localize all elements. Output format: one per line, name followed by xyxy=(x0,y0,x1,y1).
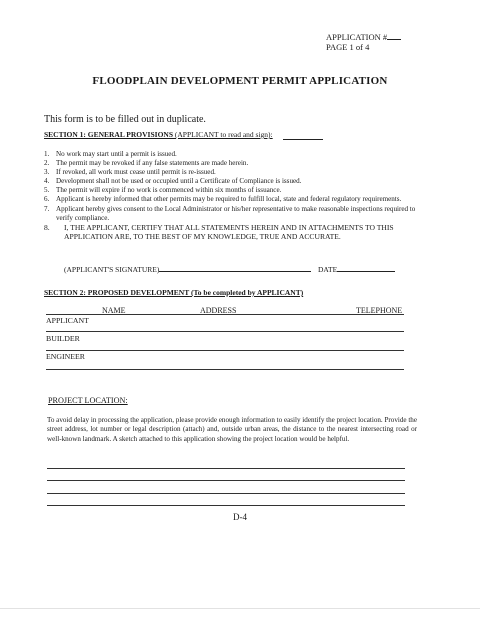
provision-item xyxy=(44,150,424,159)
project-location-line[interactable] xyxy=(47,480,405,481)
row-label-builder: BUILDER xyxy=(46,334,80,343)
page-number: PAGE 1 of 4 xyxy=(326,42,370,52)
application-number-text: APPLICATION # xyxy=(326,32,388,42)
provision-item xyxy=(44,186,424,195)
signature-label: (APPLICANT'S SIGNATURE) xyxy=(64,265,160,274)
row-label-engineer: ENGINEER xyxy=(46,352,85,361)
provision-text: No work may start until a permit is issued. xyxy=(56,150,177,158)
provision-number: 8. xyxy=(44,222,50,232)
provision-text: The permit may be revoked if any false statements are made herein. xyxy=(56,159,249,168)
builder-entry-line[interactable] xyxy=(46,350,404,351)
provision-text: Development shall not be used or occupied until a Certificate of Compliance is issued. xyxy=(56,177,302,186)
page-bottom-edge xyxy=(0,608,480,609)
date-label: DATE xyxy=(318,265,338,274)
provision-item xyxy=(44,177,424,186)
provision-number: 3. xyxy=(44,168,50,177)
section-1-heading-rest: (APPLICANT to read and sign): xyxy=(173,130,273,139)
provision-text: The permit will expire if no work is commenced within six months of issuance. xyxy=(56,186,282,195)
provision-text: Applicant is hereby informed that other permits may be required to fulfill local, state and federal regulatory requirements. xyxy=(56,195,402,204)
section-2-heading xyxy=(44,288,303,297)
provision-number: 5. xyxy=(44,186,50,195)
engineer-entry-line[interactable] xyxy=(46,369,404,370)
column-header-address: ADDRESS xyxy=(200,306,237,315)
provision-number: 7. xyxy=(44,204,50,213)
intro-text: This form is to be filled out in duplicate. xyxy=(44,114,206,125)
section-1-heading-rule xyxy=(283,139,323,140)
section-1-heading xyxy=(44,130,273,139)
project-location-line[interactable] xyxy=(47,493,405,494)
section-1-heading-bold: SECTION 1: GENERAL PROVISIONS xyxy=(44,130,173,139)
provision-text: Applicant hereby gives consent to the Local Administrator or his/her representative to make reasonable inspections required to verify compliance. xyxy=(56,204,416,222)
provision-item xyxy=(44,195,424,204)
date-field[interactable] xyxy=(337,263,395,272)
applicant-entry-line[interactable] xyxy=(46,331,404,332)
page-footer-code: D-4 xyxy=(233,512,247,522)
provision-number: 2. xyxy=(44,159,50,168)
provision-item xyxy=(44,205,424,223)
provision-number: 1. xyxy=(44,150,50,158)
date-line xyxy=(318,263,395,274)
project-location-heading: PROJECT LOCATION: xyxy=(48,396,128,405)
provision-number: 6. xyxy=(44,195,50,204)
provision-text: I, THE APPLICANT, CERTIFY THAT ALL STATEMENTS HEREIN AND IN ATTACHMENTS TO THIS APPLICATION ARE, TO THE BEST OF MY KNOWLEDGE, TRUE AND ACCURATE. xyxy=(64,222,394,242)
project-location-instructions: To avoid delay in processing the application, please provide enough information to easily identify the project location. Provide the street address, lot number or legal description (attach) and, outside urban areas, the distance to the nearest intersecting road or well-known landmark. A sketch attached to this application showing the project location would be helpful. xyxy=(47,416,417,443)
signature-field[interactable] xyxy=(159,263,311,272)
project-location-line[interactable] xyxy=(47,468,405,469)
section-2-heading-bold: SECTION 2: PROPOSED DEVELOPMENT xyxy=(44,288,190,297)
general-provisions-list xyxy=(44,150,424,242)
column-header-telephone: TELEPHONE xyxy=(356,306,403,315)
provision-item xyxy=(44,159,424,168)
section-2-heading-rest: (To be completed by APPLICANT) xyxy=(189,288,304,297)
provision-text: If revoked, all work must cease until permit is re-issued. xyxy=(56,168,216,177)
project-location-line[interactable] xyxy=(47,505,405,506)
document-title: FLOODPLAIN DEVELOPMENT PERMIT APPLICATION xyxy=(92,75,388,87)
column-header-rule xyxy=(46,314,404,315)
provision-item-certification xyxy=(44,223,424,242)
row-label-applicant: APPLICANT xyxy=(46,316,89,325)
provision-item xyxy=(44,168,424,177)
application-number-blank[interactable] xyxy=(387,31,401,40)
provision-number: 4. xyxy=(44,177,50,186)
column-header-name: NAME xyxy=(102,306,126,315)
signature-line xyxy=(64,263,311,274)
application-number-label xyxy=(326,31,401,42)
